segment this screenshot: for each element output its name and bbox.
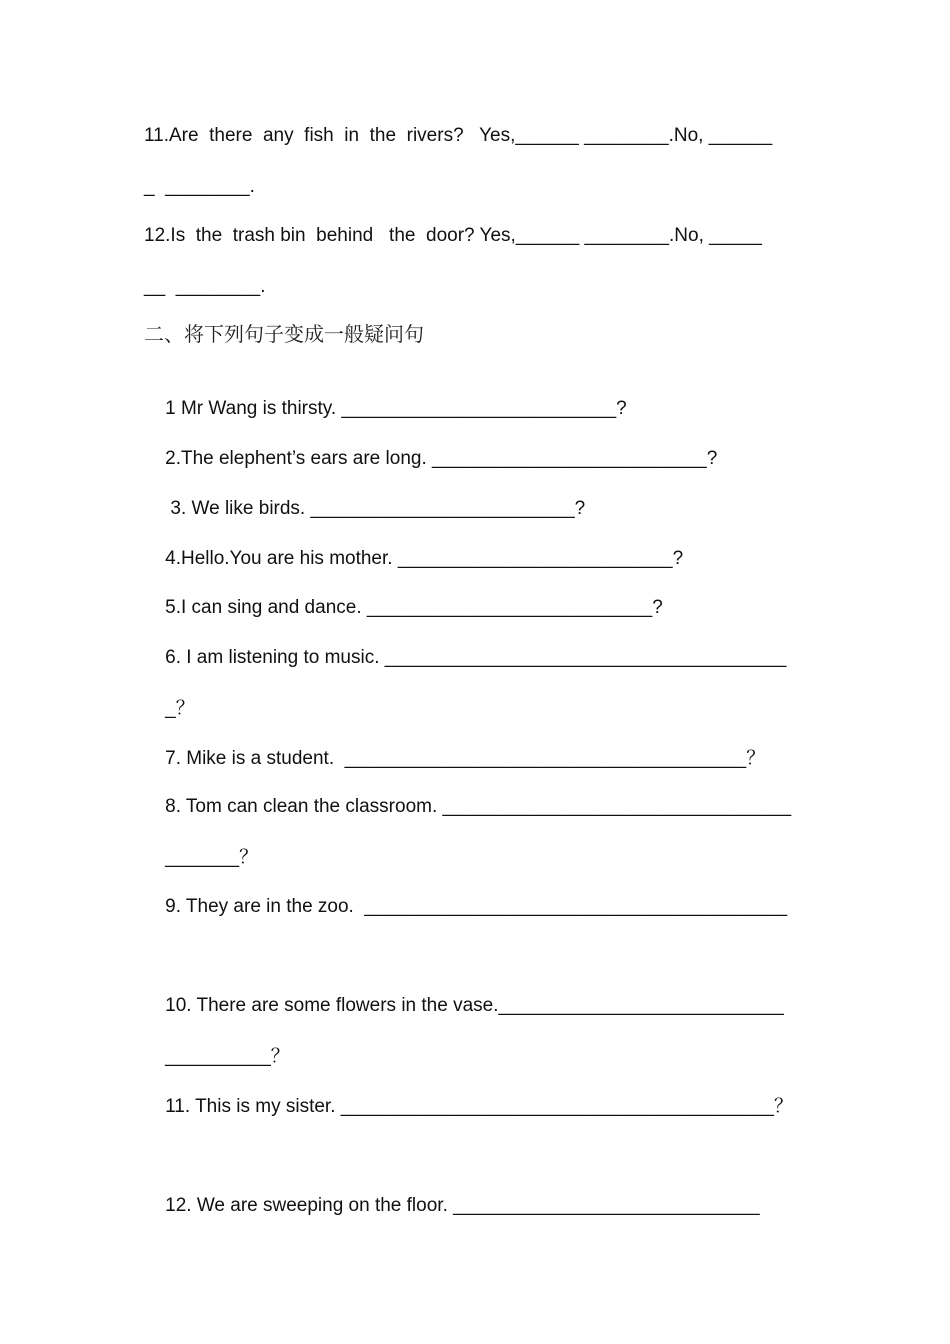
- section-heading: 二、将下列句子变成一般疑问句: [144, 322, 424, 346]
- exercise-12-line1: 12.Is the trash bin behind the door? Yes,______ ________.No, _____: [144, 225, 762, 246]
- question-6: [144, 622, 786, 694]
- question-8-text: 8. Tom can clean the classroom. _________________________________: [165, 796, 792, 817]
- question-3-text: 3. We like birds. _________________________: [165, 498, 575, 519]
- question-2-mark: ?: [706, 448, 718, 469]
- question-5-mark: ?: [652, 597, 663, 618]
- question-6-cont-blank: _: [165, 698, 176, 719]
- question-8-mark: ？: [239, 846, 259, 868]
- question-4-mark: ?: [672, 548, 684, 569]
- question-4-text: 4.Hello.You are his mother. __________________________: [165, 548, 673, 569]
- question-11-mark: ？: [774, 1095, 794, 1117]
- question-11: [144, 1070, 793, 1143]
- question-12: [144, 1170, 760, 1242]
- question-7-text: 7. Mike is a student. ______________________________________: [165, 748, 747, 769]
- question-1-text: 1 Mr Wang is thirsty. __________________________: [165, 398, 617, 419]
- question-10-text: 10. There are some flowers in the vase.___________________________: [165, 995, 784, 1016]
- question-11-text: 11. This is my sister. _________________________________________: [165, 1096, 774, 1117]
- exercise-11-line2: _ ________.: [144, 176, 255, 197]
- question-5-text: 5.I can sing and dance. ___________________________: [165, 597, 653, 618]
- question-10-cont-blank: __________: [165, 1046, 271, 1067]
- question-2-text: 2.The elephent’s ears are long. __________________________: [165, 448, 707, 469]
- question-6-mark: ？: [175, 697, 195, 719]
- question-3-mark: ?: [574, 498, 586, 519]
- question-10-mark: ？: [270, 1045, 290, 1067]
- question-8-cont-blank: _______: [165, 847, 240, 868]
- exercise-11-line1: 11.Are there any fish in the rivers? Yes,______ ________.No, ______: [144, 125, 773, 146]
- exercise-12-line2: __ ________.: [144, 276, 266, 297]
- question-7-mark: ？: [746, 747, 766, 769]
- question-12-text: 12. We are sweeping on the floor. _____________________________: [165, 1195, 760, 1216]
- question-1-mark: ?: [616, 398, 627, 419]
- question-6-text: 6. I am listening to music. ______________________________________: [165, 647, 787, 668]
- question-9-text: 9. They are in the zoo. ________________________________________: [165, 896, 788, 917]
- question-9: [144, 871, 787, 943]
